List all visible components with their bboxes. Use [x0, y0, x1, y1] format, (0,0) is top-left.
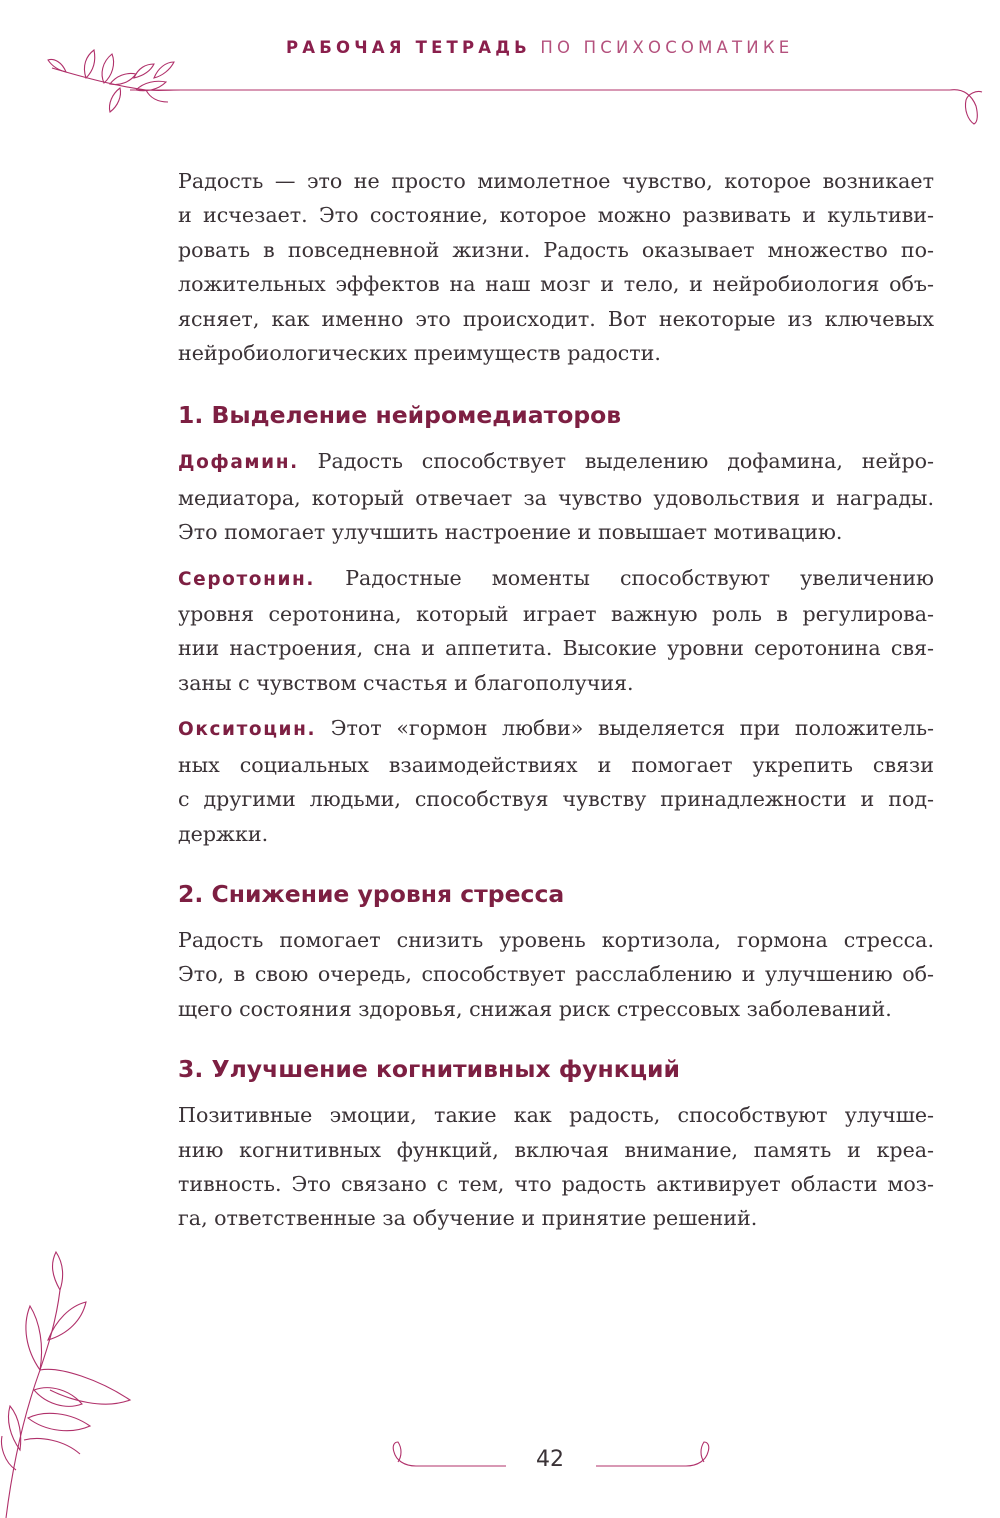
- serotonin-line: нии настроения, сна и аппетита. Высокие уровни серотонина свя-: [178, 636, 934, 661]
- header-title-bold: РАБОЧАЯ ТЕТРАДЬ: [286, 38, 531, 57]
- oxytocin-line: с другими людьми, способствуя чувству принадлежности и под-: [178, 787, 934, 812]
- section-heading-stress: 2. Снижение уровня стресса: [178, 879, 565, 908]
- stress-paragraph: [178, 923, 934, 1026]
- cognitive-line: Позитивные эмоции, такие как радость, способствуют улучше-: [178, 1103, 934, 1128]
- intro-line: и исчезает. Это состояние, которое можно развивать и культиви-: [178, 203, 934, 228]
- footer-divider-right: [586, 1440, 716, 1480]
- intro-paragraph: [178, 164, 934, 370]
- intro-line: ложительных эффектов на наш мозг и тело, и нейробиология объ-: [178, 272, 934, 297]
- oxytocin-line: ных социальных взаимодействиях и помогает укрепить связи: [178, 752, 934, 777]
- plant-sprig-icon: [0, 1250, 140, 1518]
- dopamine-first-line: Радость способствует выделению дофамина, нейро-: [298, 449, 934, 474]
- dopamine-line: медиатора, который отвечает за чувство удовольствия и награды.: [178, 485, 934, 510]
- dopamine-paragraph: [178, 444, 934, 549]
- stress-line: Радость помогает снизить уровень кортизола, гормона стресса.: [178, 927, 934, 952]
- oxytocin-line: держки.: [178, 821, 269, 846]
- header-title-light: ПО ПСИХОСОМАТИКЕ: [540, 38, 794, 57]
- serotonin-line: уровня серотонина, который играет важную роль в регулирова-: [178, 602, 934, 627]
- serotonin-paragraph: [178, 561, 934, 701]
- section-heading-cognitive: 3. Улучшение когнитивных функций: [178, 1055, 680, 1084]
- running-header: [286, 38, 846, 57]
- cognitive-line: нию когнитивных функций, включая внимание, память и креа-: [178, 1137, 934, 1162]
- section-heading-neurotransmitters: 1. Выделение нейромедиаторов: [178, 401, 622, 430]
- intro-line: Радость — это не просто мимолетное чувство, которое возникает: [178, 169, 934, 193]
- footer-divider-left: [386, 1440, 516, 1480]
- intro-line: нейробиологических преимуществ радости.: [178, 341, 661, 366]
- cognitive-paragraph: [178, 1098, 934, 1236]
- intro-line: ясняет, как именно это происходит. Вот некоторые из ключевых: [178, 306, 934, 331]
- serotonin-term: Серотонин.: [178, 568, 316, 590]
- stress-line: Это, в свою очередь, способствует расслаблению и улучшению об-: [178, 962, 934, 987]
- dopamine-line: Это помогает улучшить настроение и повышает мотивацию.: [178, 520, 843, 545]
- cognitive-line: га, ответственные за обучение и принятие решений.: [178, 1206, 758, 1231]
- header-divider-line: [130, 80, 990, 130]
- serotonin-line: заны с чувством счастья и благополучия.: [178, 670, 634, 695]
- serotonin-first-line: Радостные моменты способствуют увеличению: [315, 565, 934, 590]
- stress-line: щего состояния здоровья, снижая риск стрессовых заболеваний.: [178, 996, 892, 1021]
- dopamine-term: Дофамин.: [178, 452, 299, 474]
- oxytocin-term: Окситоцин.: [178, 719, 317, 741]
- oxytocin-paragraph: [178, 711, 934, 851]
- page-content: [178, 164, 934, 1236]
- oxytocin-first-line: Этот «гормон любви» выделяется при положитель-: [316, 716, 934, 741]
- cognitive-line: тивность. Это связано с тем, что радость активирует области моз-: [178, 1171, 934, 1196]
- page-number: 42: [536, 1447, 564, 1472]
- intro-line: ровать в повседневной жизни. Радость оказывает множество по-: [178, 237, 934, 262]
